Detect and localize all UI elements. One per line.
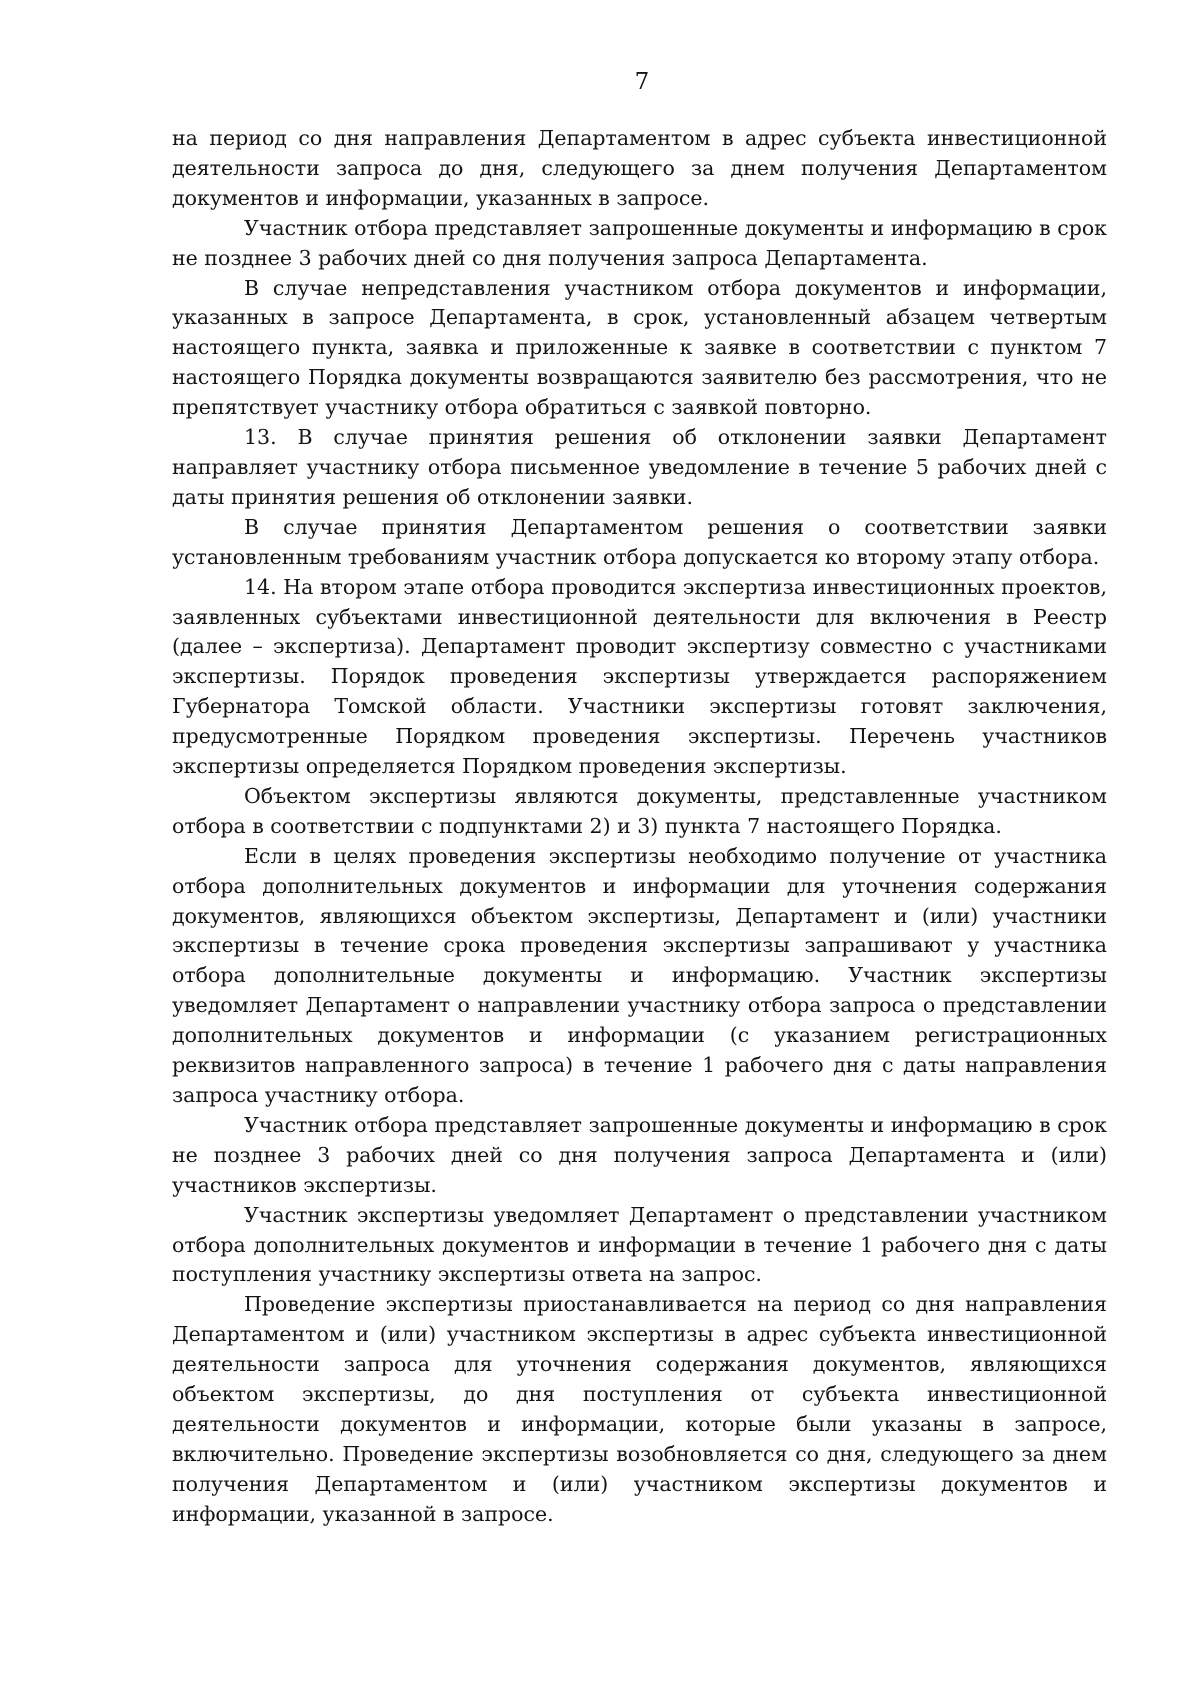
paragraph: Участник отбора представляет запрошенные документы и информацию в срок не позднее 3 рабочих дней со дня получения запроса Департамента и (или) участников экспертизы. — [172, 1112, 1107, 1197]
paragraph: Участник экспертизы уведомляет Департамент о представлении участником отбора дополнительных документов и информации в течение 1 рабочего дня с даты поступления участнику экспертизы ответа на запрос. — [172, 1202, 1107, 1287]
page-number: 7 — [634, 69, 650, 95]
paragraph: В случае непредставления участником отбора документов и информации, указанных в запросе Департамента, в срок, установленный абзацем четвертым настоящего пункта, заявка и приложенные к заявке в соответствии с пунктом 7 настоящего Порядка документы возвращаются заявителю без рассмотрения, что не препятствует участнику отбора обратиться с заявкой повторно. — [172, 275, 1107, 420]
paragraph: Если в целях проведения экспертизы необходимо получение от участника отбора дополнительных документов и информации для уточнения содержания документов, являющихся объектом экспертизы, Департамент и (или) участники экспертизы в течение срока проведения экспертизы запрашивают у участника отбора дополнительные документы и информацию. Участник экспертизы уведомляет Департамент о направлении участнику отбора запроса о представлении дополнительных документов и информации (с указанием регистрационных реквизитов направленного запроса) в течение 1 рабочего дня с даты направления запроса участнику отбора. — [172, 843, 1107, 1107]
paragraph-item-14: 14. На втором этапе отбора проводится экспертиза инвестиционных проектов, заявленных субъектами инвестиционной деятельности для включения в Реестр (далее – экспертиза). Департамент проводит экспертизу совместно с участниками экспертизы. Порядок проведения экспертизы утверждается распоряжением Губернатора Томской области. Участники экспертизы готовят заключения, предусмотренные Порядком проведения экспертизы. Перечень участников экспертизы определяется Порядком проведения экспертизы. — [172, 574, 1107, 779]
paragraph: В случае принятия Департаментом решения о соответствии заявки установленным требованиям участник отбора допускается ко второму этапу отбора. — [172, 514, 1107, 569]
document-body — [172, 124, 1107, 1530]
paragraph-item-13: 13. В случае принятия решения об отклонении заявки Департамент направляет участнику отбора письменное уведомление в течение 5 рабочих дней с даты принятия решения об отклонении заявки. — [172, 425, 1107, 509]
paragraph: Проведение экспертизы приостанавливается на период со дня направления Департаментом и (или) участником экспертизы в адрес субъекта инвестиционной деятельности запроса для уточнения содержания документов, являющихся объектом экспертизы, до дня поступления от субъекта инвестиционной деятельности документов и информации, которые были указаны в запросе, включительно. Проведение экспертизы возобновляется со дня, следующего за днем получения Департаментом и (или) участником экспертизы документов и информации, указанной в запросе. — [172, 1292, 1107, 1526]
paragraph-continuation: на период со дня направления Департаментом в адрес субъекта инвестиционной деятельности запроса до дня, следующего за днем получения Департаментом документов и информации, указанных в запросе. — [172, 126, 1107, 210]
paragraph: Объектом экспертизы являются документы, представленные участником отбора в соответствии с подпунктами 2) и 3) пункта 7 настоящего Порядка. — [172, 783, 1107, 838]
paragraph: Участник отбора представляет запрошенные документы и информацию в срок не позднее 3 рабочих дней со дня получения запроса Департамента. — [172, 215, 1107, 270]
